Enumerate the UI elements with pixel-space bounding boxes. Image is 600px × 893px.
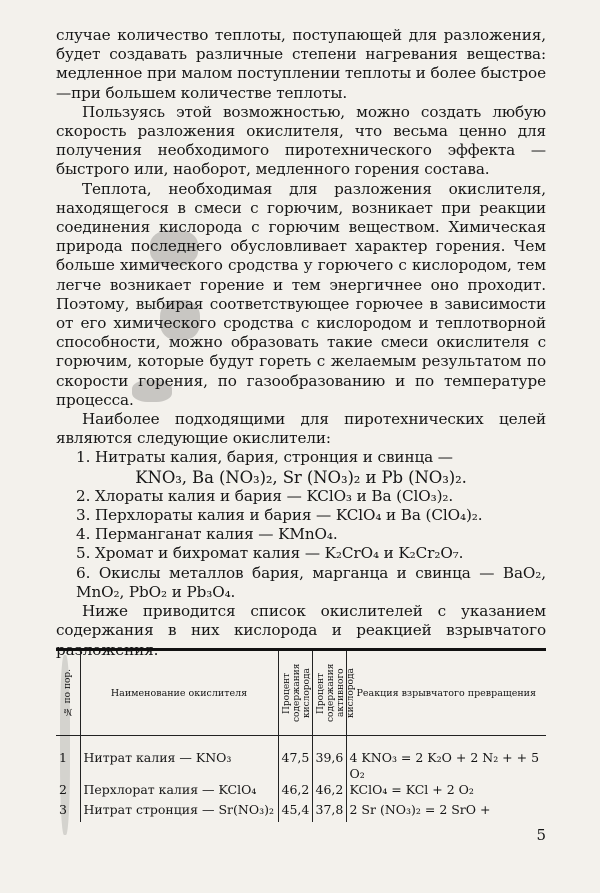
- list-formula-1: KNO₃, Ba (NO₃)₂, Sr (NO₃)₂ и Pb (NO₃)₂.: [135, 467, 467, 487]
- paragraph-5: Ниже приводится список окислителей с указанием содержания в них кислорода и реакцией взрывчатого разложения.: [56, 602, 546, 659]
- cell-reaction: KClO₄ = KCl + 2 O₂: [346, 782, 546, 802]
- cell-reaction: 4 KNO₃ = 2 K₂O + 2 N₂ + + 5 O₂: [346, 736, 546, 783]
- paragraph-2: Пользуясь этой возможностью, можно создать любую скорость разложения окислителя, что весьма ценно для получения необходимого пиротехнического эффекта — быстрого или, наоборот, медленного горения состава.: [56, 102, 546, 179]
- cell-reaction: 2 Sr (NO₃)₂ = 2 SrO +: [346, 802, 546, 822]
- cell-name: Перхлорат калия — KClO₄: [80, 782, 278, 802]
- list-item-3: 3. Перхлораты калия и бария — KClO₄ и Ba (ClO₄)₂.: [76, 506, 483, 525]
- list-item-6: 6. Окислы металлов бария, марганца и свинца — BaO₂, MnO₂, PbO₂ и Pb₃O₄.: [76, 563, 546, 601]
- header-reaction: Реакция взрывчатого превращения: [346, 650, 546, 736]
- cell-num: 2: [59, 782, 67, 797]
- cell-pct-active: 39,6: [312, 736, 346, 783]
- scan-stain: [132, 380, 172, 402]
- body-text: [56, 26, 546, 660]
- table-row: [56, 802, 546, 822]
- cell-num: 3: [59, 802, 67, 817]
- table-row: [56, 782, 546, 802]
- list-item-1: 1. Нитраты калия, бария, стронция и свинца —: [76, 448, 453, 467]
- table-row: [56, 736, 546, 783]
- table-header-row: [56, 650, 546, 736]
- paragraph-1: случае количество теплоты, поступающей для разложения, будет создавать различные степени нагревания вещества: медленное при малом поступлении теплоты и более быстрое—при большем количестве теплоты.: [56, 26, 546, 102]
- header-pct-active: Процент содержания активного кислорода: [312, 650, 346, 736]
- oxidizer-table: [56, 648, 546, 822]
- scan-stain: [160, 300, 200, 340]
- scan-stain: [150, 230, 198, 266]
- cell-num: 1: [59, 750, 67, 765]
- cell-pct-oxygen: 45,4: [278, 802, 312, 822]
- paragraph-4: Наиболее подходящими для пиротехнических целей являются следующие окислители:: [56, 410, 546, 448]
- page-number: 5: [536, 826, 546, 844]
- cell-pct-active: 46,2: [312, 782, 346, 802]
- list-item-2: 2. Хлораты калия и бария — KClO₃ и Ba (ClO₃)₂.: [76, 486, 454, 505]
- header-name: Наименование окислителя: [80, 650, 278, 736]
- paragraph-3: Теплота, необходимая для разложения окислителя, находящегося в смеси с горючим, возникает при реакции соединения кислорода с горючим веществом. Химическая природа последнего обусловливает характер горения. Чем больше химического сродства у горючего с кислородом, тем легче возникает горение и тем энергичнее оно проходит. Поэтому, выбирая соответствующее горючее в зависимости от его химического сродства с кислородом и теплотворной способности, можно образовать такие смеси окислителя с горючим, которые будут гореть с желаемым результатом по скорости горения, по газообразованию и по температуре процесса.: [56, 179, 546, 409]
- cell-pct-oxygen: 47,5: [278, 736, 312, 783]
- cell-name: Нитрат стронция — Sr(NO₃)₂: [80, 802, 278, 822]
- scan-stain: [60, 655, 70, 835]
- header-pct-oxygen: Процент содержания кислорода: [278, 650, 312, 736]
- cell-name: Нитрат калия — KNO₃: [80, 736, 278, 783]
- list-item-5: 5. Хромат и бихромат калия — K₂CrO₄ и K₂Cr₂O₇.: [76, 544, 464, 563]
- cell-pct-active: 37,8: [312, 802, 346, 822]
- cell-pct-oxygen: 46,2: [278, 782, 312, 802]
- list-item-4: 4. Перманганат калия — KMnO₄.: [76, 525, 338, 544]
- header-num: № по пор.: [56, 650, 80, 736]
